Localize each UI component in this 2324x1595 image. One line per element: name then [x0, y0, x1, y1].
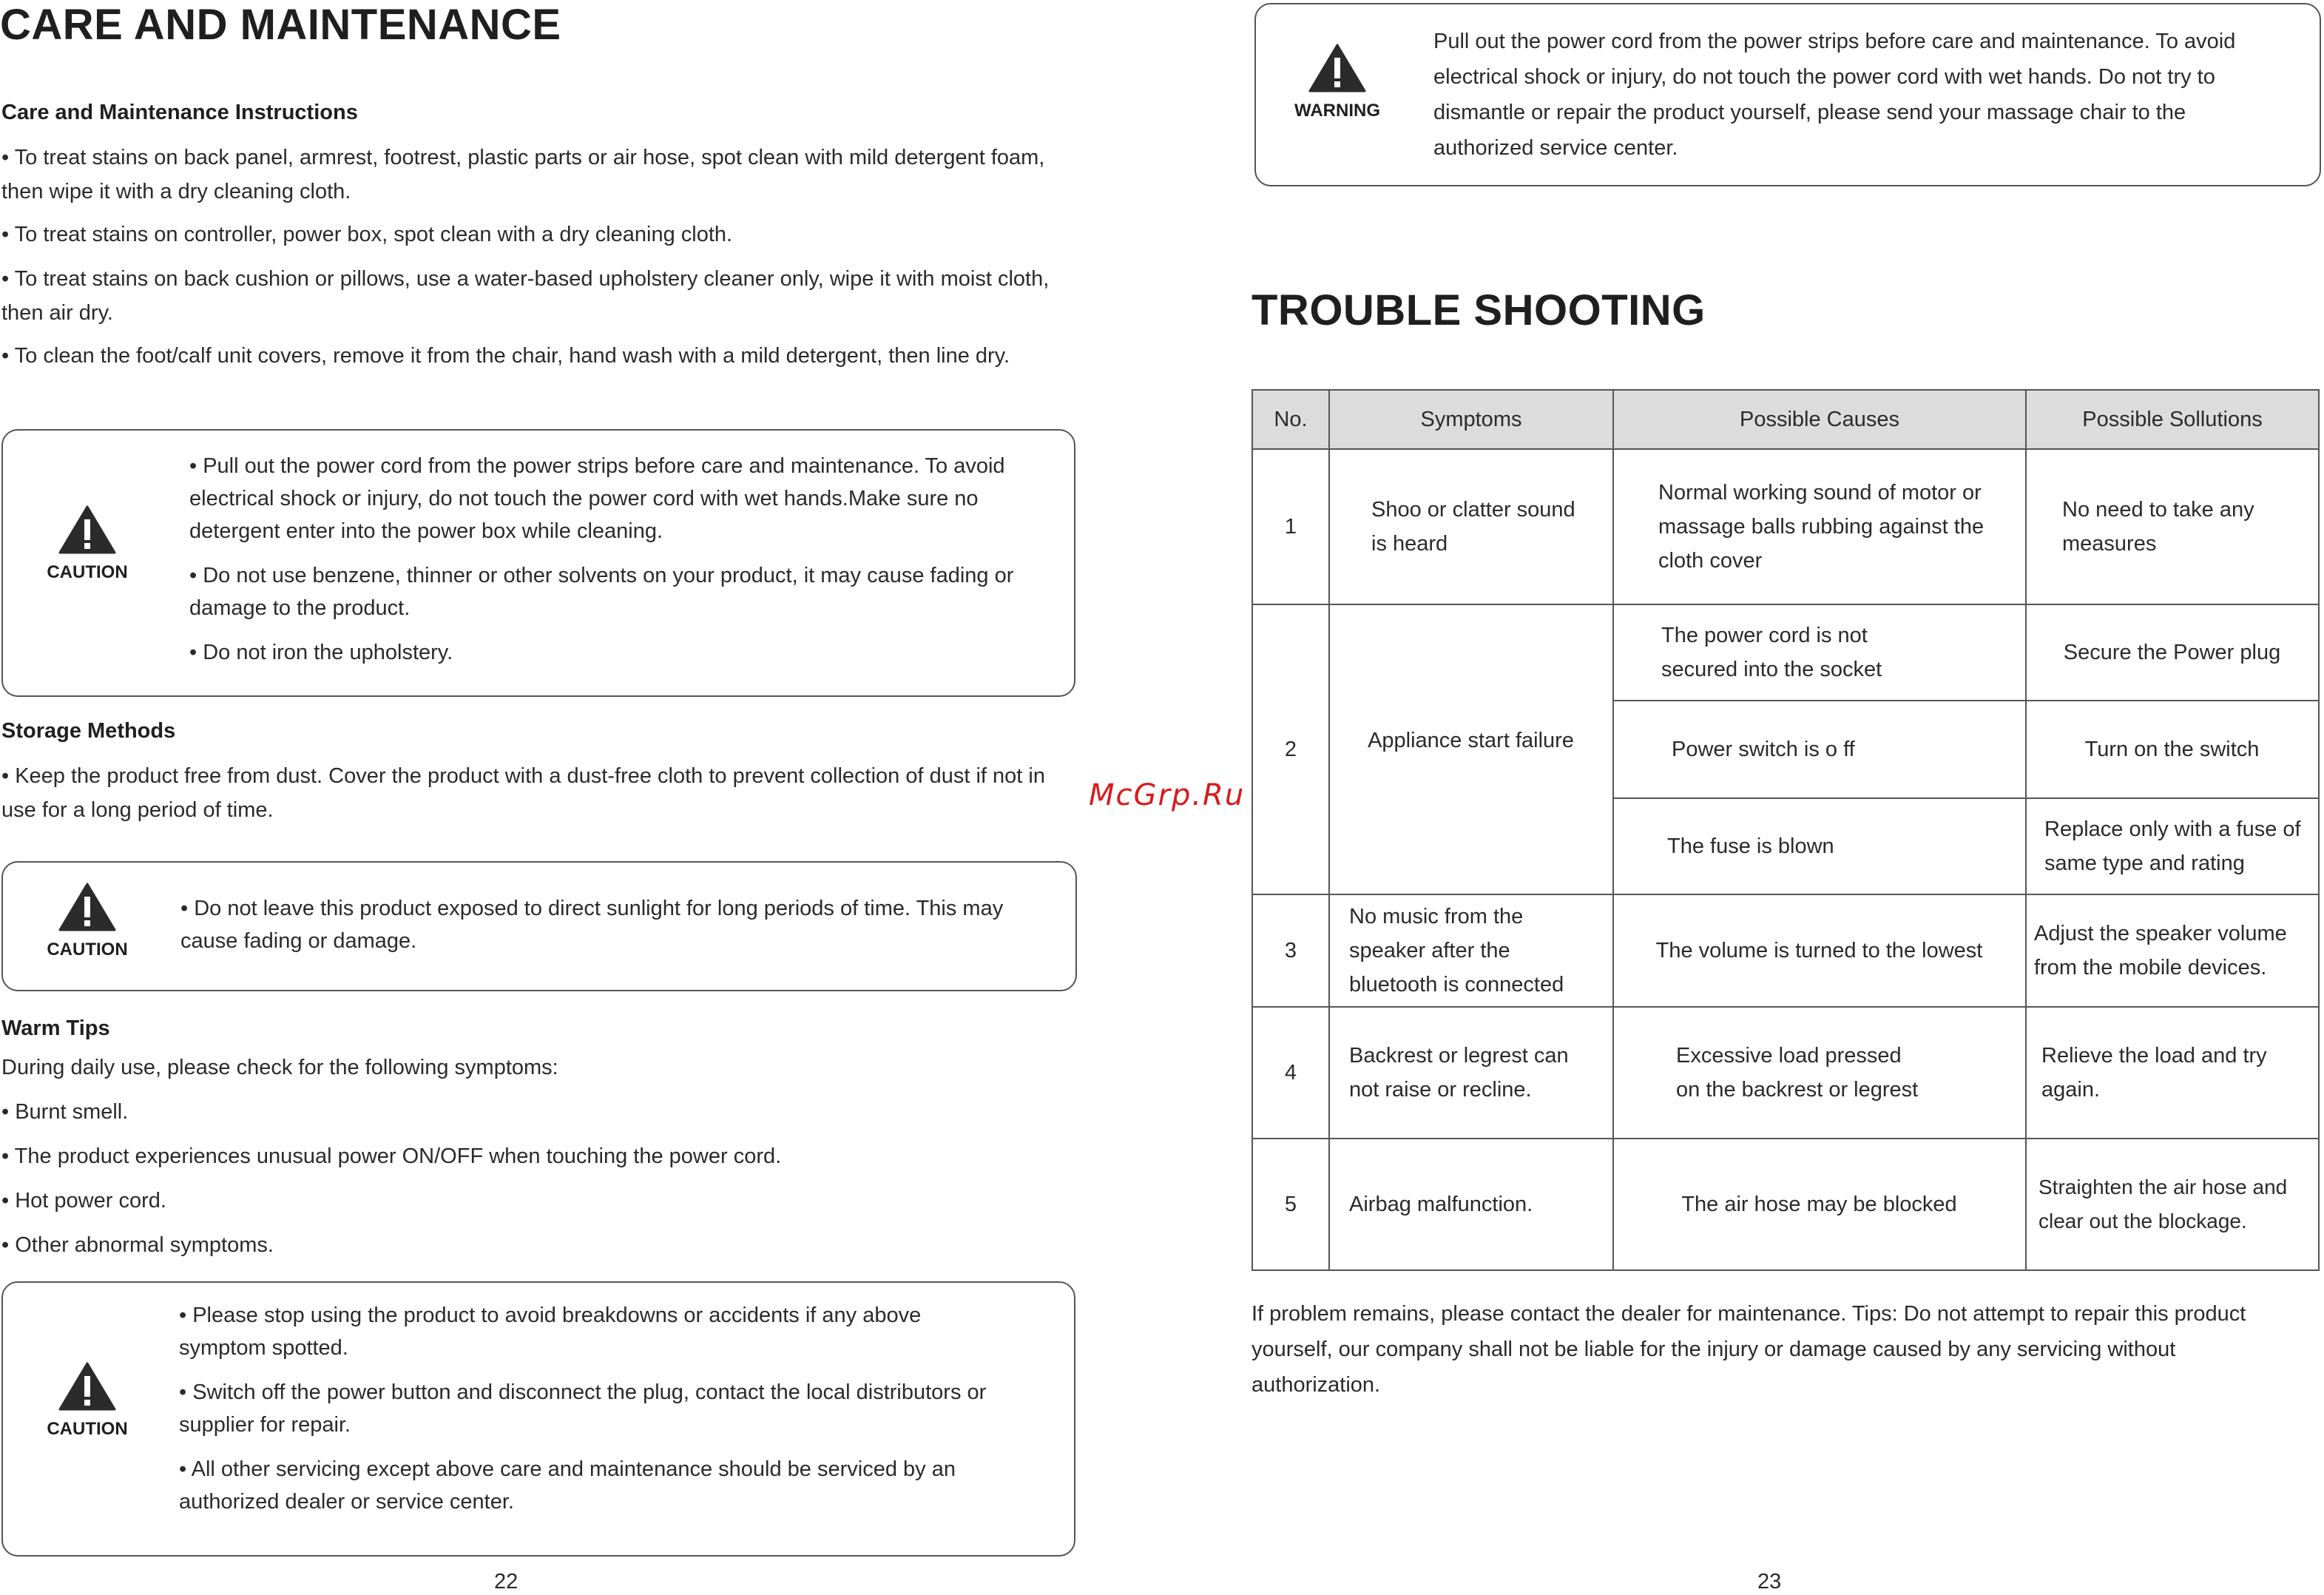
warm-tip-item: • The product experiences unusual power ON/OFF when touching the power cord.: [1, 1144, 782, 1168]
table-row: [1252, 1139, 2319, 1270]
row-cause: Power switch is o ff: [1613, 701, 2026, 798]
row-no: 5: [1252, 1139, 1329, 1270]
row-symptom: Shoo or clatter sound is heard: [1329, 449, 1613, 604]
caution-item: • Please stop using the product to avoid breakdowns or accidents if any above symptom spotted.: [179, 1304, 922, 1360]
header-causes: Possible Causes: [1613, 390, 2026, 449]
caution-item: • Do not leave this product exposed to direct sunlight for long periods of time. This may cause fading or damage.: [180, 897, 1004, 953]
row-solution: Relieve the load and try again.: [2026, 1007, 2319, 1139]
table-header-row: [1252, 390, 2319, 449]
warm-tips-heading: Warm Tips: [1, 1016, 110, 1040]
caution-label: CAUTION: [47, 562, 128, 582]
row-cause: The fuse is blown: [1613, 798, 2026, 894]
caution-box: [1, 1281, 1075, 1557]
care-item: • To clean the foot/calf unit covers, remove it from the chair, hand wash with a mild detergent, then line dry.: [1, 344, 1010, 368]
caution-text: [189, 450, 1018, 681]
caution-item: • Switch off the power button and disconnect the plug, contact the local distributors or supplier for repair.: [179, 1380, 987, 1437]
row-symptom: Backrest or legrest can not raise or recline.: [1329, 1007, 1613, 1139]
row-no: 3: [1252, 894, 1329, 1007]
caution-item: • Pull out the power cord from the power strips before care and maintenance. To avoid electrical shock or injury, do not touch the power cord with wet hands.Make sure no detergent enter into the power box while cleaning.: [189, 454, 1005, 543]
care-item: • To treat stains on controller, power box, spot clean with a dry cleaning cloth.: [1, 223, 733, 246]
troubleshooting-title: TROUBLE SHOOTING: [1251, 286, 1706, 334]
table-row: [1252, 894, 2319, 1007]
caution-sign: [36, 1361, 139, 1440]
care-heading: Care and Maintenance Instructions: [1, 101, 358, 124]
storage-heading: Storage Methods: [1, 719, 176, 743]
warm-tip-item: • Burnt smell.: [1, 1100, 129, 1124]
warning-triangle-icon: [1308, 43, 1367, 93]
row-no: 4: [1252, 1007, 1329, 1139]
warning-triangle-icon: [58, 505, 117, 555]
row-cause: Excessive load pressed on the backrest or legrest: [1613, 1007, 2026, 1139]
caution-item: • Do not use benzene, thinner or other solvents on your product, it may cause fading or damage to the product.: [189, 564, 1014, 620]
header-no: No.: [1252, 390, 1329, 449]
caution-box: [1, 429, 1075, 697]
caution-label: CAUTION: [47, 940, 128, 960]
row-no: 2: [1252, 604, 1329, 894]
warning-triangle-icon: [58, 882, 117, 932]
caution-text: [180, 892, 1009, 969]
row-cause: The volume is turned to the lowest: [1613, 894, 2026, 1007]
warm-tip-item: • Hot power cord.: [1, 1189, 166, 1213]
warm-tip-item: • Other abnormal symptoms.: [1, 1233, 274, 1257]
row-no: 1: [1252, 449, 1329, 604]
header-symptoms: Symptoms: [1329, 390, 1613, 449]
left-page: [0, 0, 1080, 1595]
caution-label: CAUTION: [47, 1419, 128, 1439]
row-symptom: No music from the speaker after the bluetooth is connected: [1329, 894, 1613, 1007]
page-number: 22: [494, 1570, 518, 1594]
warning-box: [1254, 3, 2321, 186]
table-row: [1252, 604, 2319, 701]
table-row: [1252, 449, 2319, 604]
row-cause: Normal working sound of motor or massage balls rubbing against the cloth cover: [1613, 449, 2026, 604]
page-number: 23: [1757, 1570, 1782, 1594]
caution-sign: [36, 505, 139, 583]
row-solution: Secure the Power plug: [2026, 604, 2319, 701]
header-solutions: Possible Sollutions: [2026, 390, 2319, 449]
warm-tips-intro: During daily use, please check for the following symptoms:: [1, 1056, 558, 1079]
row-solution: No need to take any measures: [2026, 449, 2319, 604]
watermark: McGrp.Ru: [1089, 778, 1246, 812]
caution-text: [179, 1299, 1007, 1530]
troubleshooting-table: [1251, 389, 2320, 1271]
warning-text: Pull out the power cord from the power strips before care and maintenance. To avoid electrical shock or injury, do not touch the power cord with wet hands. Do not try to dismantle or repair the product yourself, please send your massage chair to the authorized service center.: [1433, 30, 2236, 160]
caution-sign: [36, 882, 139, 960]
row-symptom: Appliance start failure: [1329, 604, 1613, 894]
storage-text: • Keep the product free from dust. Cover the product with a dust-free cloth to prevent collection of dust if not in use for a long period of time.: [1, 764, 1045, 822]
table-row: [1252, 1007, 2319, 1139]
row-solution: Straighten the air hose and clear out the blockage.: [2026, 1139, 2319, 1270]
row-cause: The air hose may be blocked: [1613, 1139, 2026, 1270]
warning-sign: [1286, 43, 1389, 121]
warning-triangle-icon: [58, 1361, 117, 1412]
caution-box: [1, 861, 1077, 991]
page-title: CARE AND MAINTENANCE: [0, 1, 561, 49]
row-symptom: Airbag malfunction.: [1329, 1139, 1613, 1270]
footer-note: If problem remains, please contact the dealer for maintenance. Tips: Do not attempt to repair this product yourself, our company shall not be liable for the injury or damage caused by any servicing without authorization.: [1251, 1302, 2246, 1397]
caution-item: • All other servicing except above care and maintenance should be serviced by an authorized dealer or service center.: [179, 1457, 956, 1514]
care-item: • To treat stains on back panel, armrest, footrest, plastic parts or air hose, spot clean with mild detergent foam, then wipe it with a dry cleaning cloth.: [1, 146, 1045, 203]
row-solution: Adjust the speaker volume from the mobile devices.: [2026, 894, 2319, 1007]
care-item: • To treat stains on back cushion or pillows, use a water-based upholstery cleaner only, wipe it with moist cloth, then air dry.: [1, 267, 1050, 325]
warning-label: WARNING: [1294, 101, 1380, 121]
caution-item: • Do not iron the upholstery.: [189, 641, 453, 664]
row-solution: Turn on the switch: [2026, 701, 2319, 798]
row-solution: Replace only with a fuse of same type and rating: [2026, 798, 2319, 894]
row-cause: The power cord is not secured into the socket: [1613, 604, 2026, 701]
